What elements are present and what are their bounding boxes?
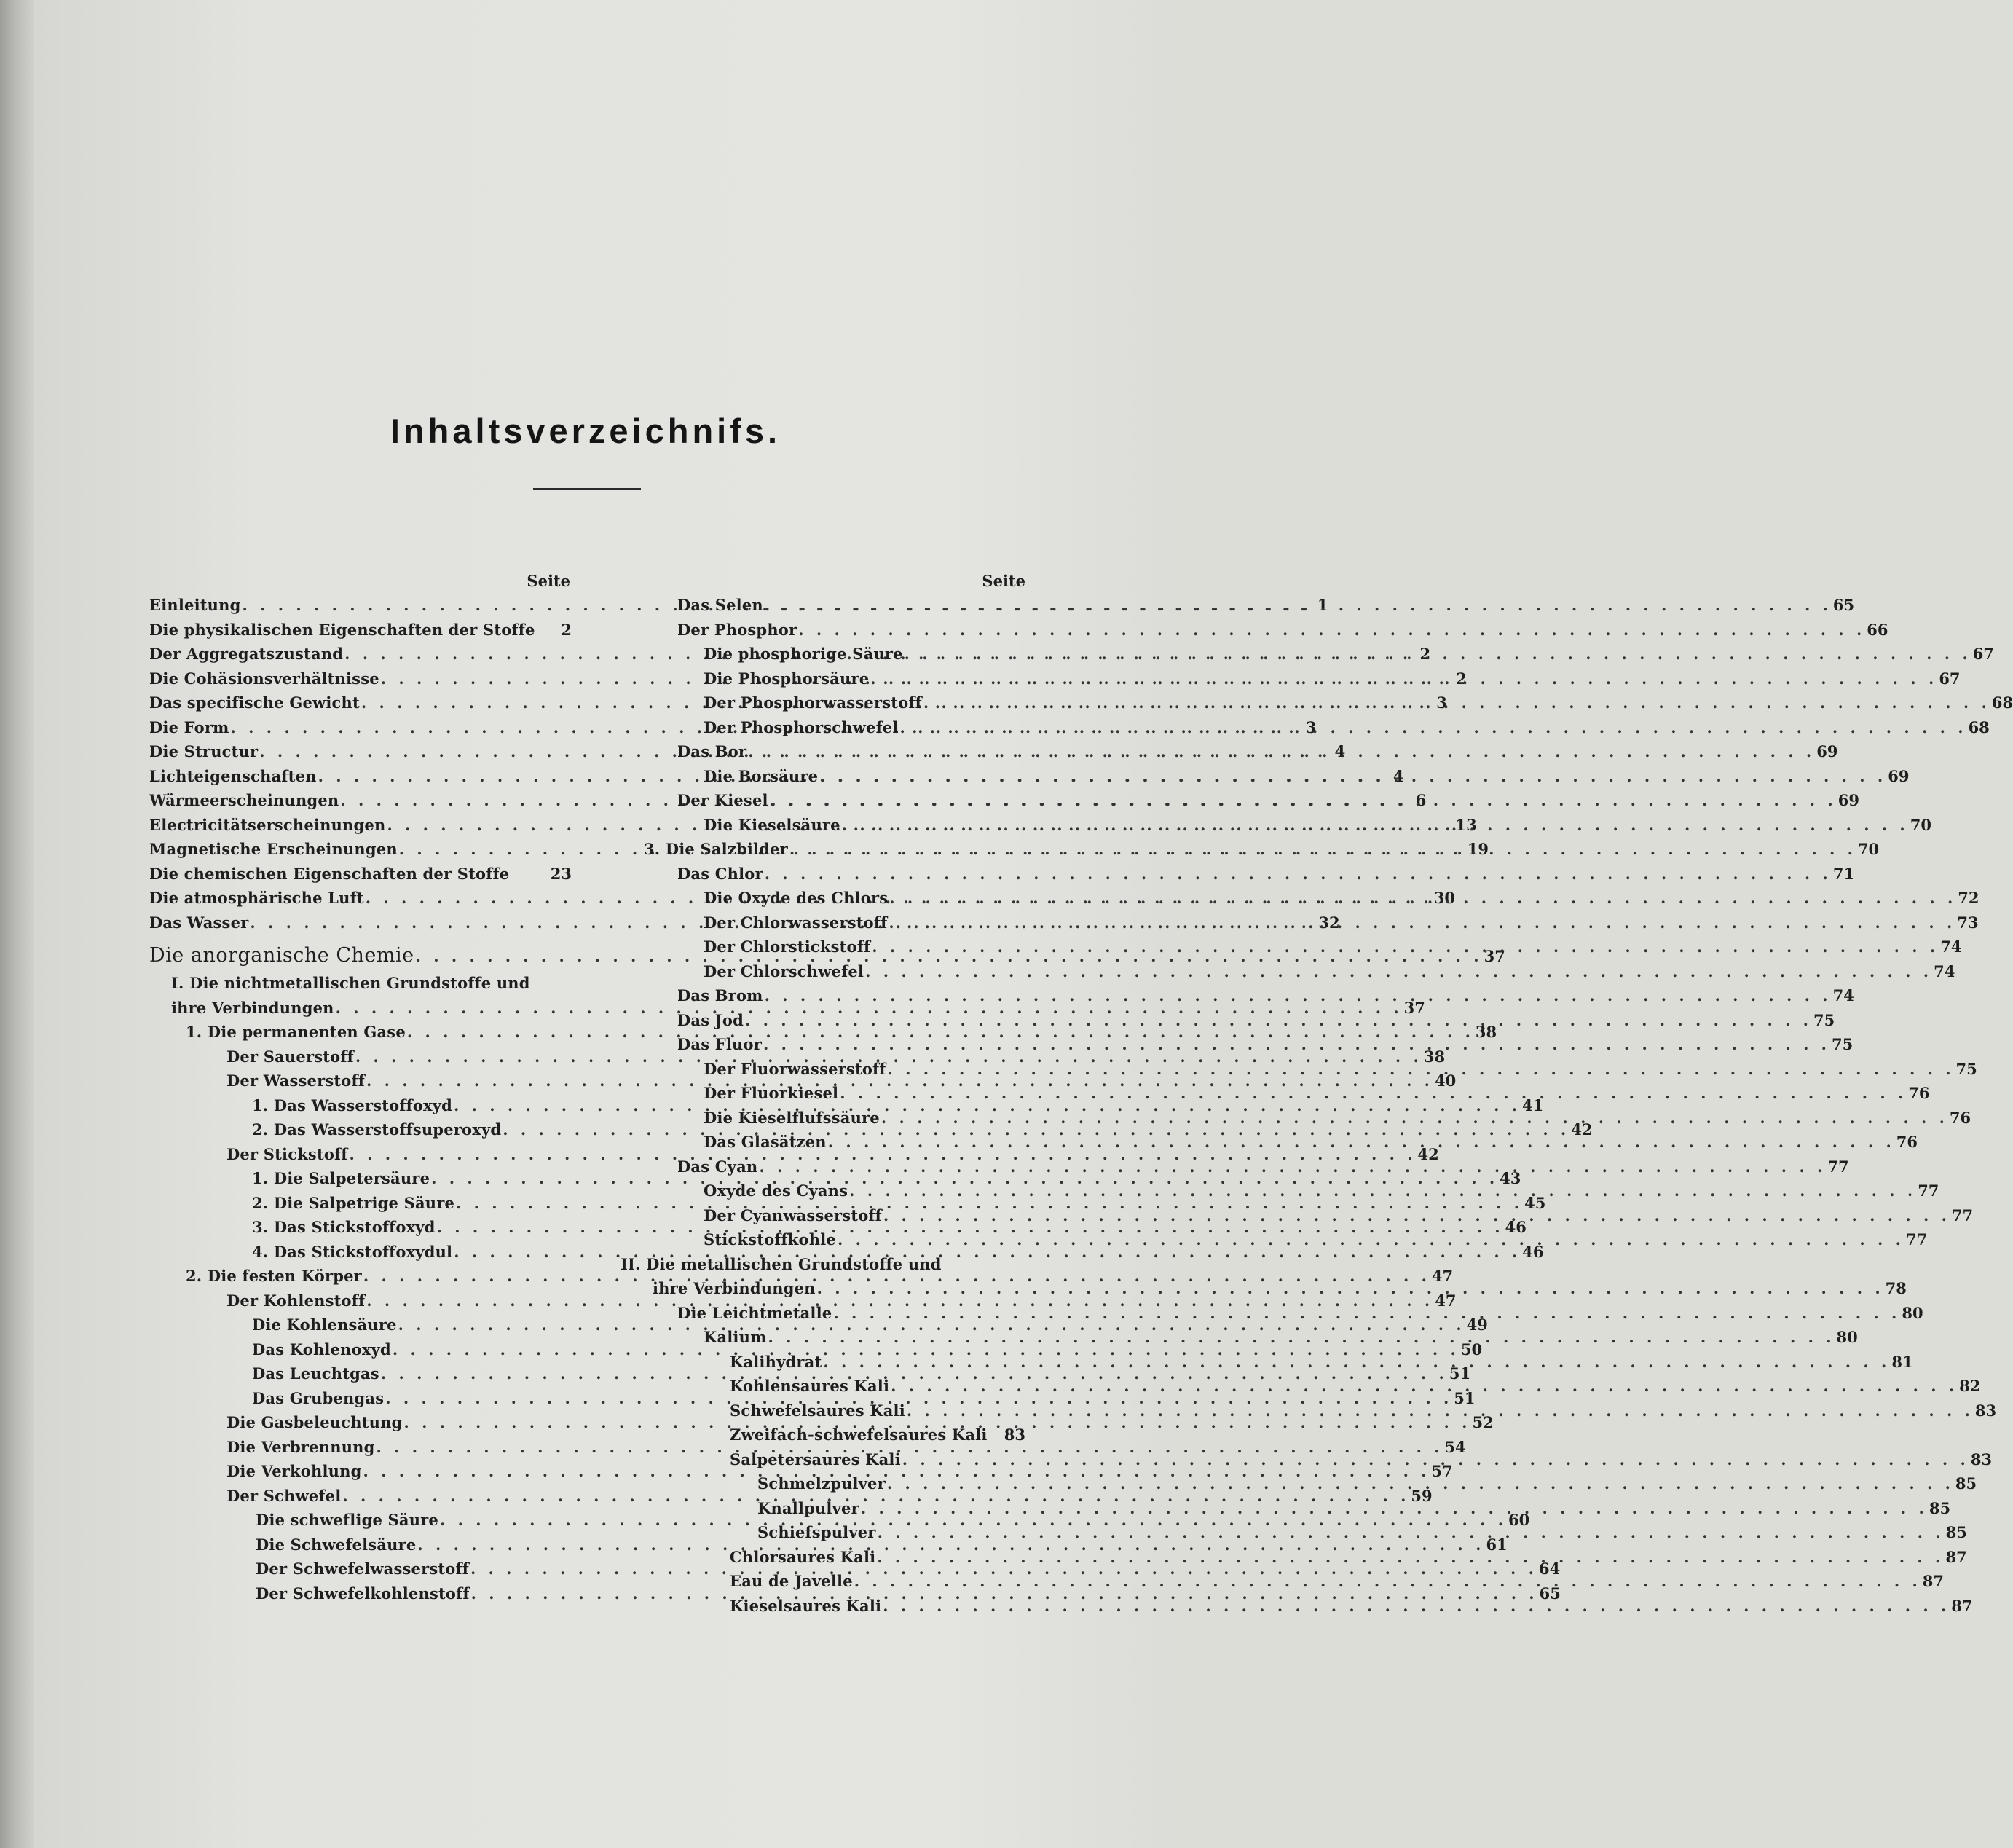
toc-entry-page: 87 xyxy=(1945,1547,1967,1566)
toc-entry-page: 42 xyxy=(1417,1144,1439,1163)
toc-entry-title: 3. Das Stickstoffoxyd xyxy=(252,1218,436,1236)
toc-entry-page: 54 xyxy=(1444,1437,1466,1456)
toc-entry-title: Magnetische Erscheinungen xyxy=(149,840,398,858)
toc-entry-page: 46 xyxy=(1522,1242,1544,1261)
toc-entry-page: 51 xyxy=(1449,1364,1471,1383)
toc-entry-page: 68 xyxy=(1991,693,2013,712)
toc-entry-title: Das Brom xyxy=(677,986,763,1004)
toc-entry-page: 4 xyxy=(1393,766,1404,785)
toc-leader-dots xyxy=(838,1227,1904,1252)
toc-entry-page: 80 xyxy=(1836,1328,1858,1346)
toc-entry-page: 6 xyxy=(1415,791,1427,809)
toc-leader-dots xyxy=(877,1545,1944,1570)
toc-entry-title: Der Phosphorwasserstoff xyxy=(704,693,922,712)
toc-entry-title: Die Borsäure xyxy=(704,766,819,785)
toc-entry-page: 75 xyxy=(1813,1010,1835,1029)
toc-entry-page: 50 xyxy=(1460,1340,1483,1359)
toc-leader-dots xyxy=(900,715,1967,740)
toc-entry-title: Die Structur xyxy=(149,742,259,760)
toc-leader-dots xyxy=(865,959,1932,984)
toc-entry-title: Der Schwefelkohlenstoff xyxy=(256,1584,470,1603)
toc-entry-page: 76 xyxy=(1949,1108,1971,1127)
toc-entry-page: 64 xyxy=(1538,1560,1561,1578)
toc-leader-dots xyxy=(889,886,1956,911)
toc-entry-page: 59 xyxy=(1411,1486,1433,1505)
toc-entry-page: 49 xyxy=(1466,1316,1488,1334)
toc-leader-dots xyxy=(759,1155,1826,1179)
toc-entry-page: 4 xyxy=(1334,742,1346,760)
toc-entry-page: 1 xyxy=(1317,596,1328,614)
toc-leader-dots xyxy=(888,1057,1955,1082)
toc-entry-page: 66 xyxy=(1867,620,1888,639)
toc-entry-page: 87 xyxy=(1951,1596,1973,1615)
toc-entry-page: 60 xyxy=(1508,1511,1530,1529)
toc-leader-dots xyxy=(905,642,1971,667)
toc-entry-page: 85 xyxy=(1929,1498,1951,1517)
toc-entry-page: 68 xyxy=(1968,717,1990,736)
toc-entry-title: I. Die nichtmetallischen Grundstoffe und xyxy=(171,974,530,992)
toc-entry-page: 3 xyxy=(1436,693,1447,712)
toc-entry-title: Das Kohlenoxyd xyxy=(252,1340,391,1359)
toc-entry xyxy=(149,862,572,886)
toc-leader-dots xyxy=(923,691,1990,715)
toc-entry-page: 67 xyxy=(1972,645,1994,663)
toc-entry-title: Schmelzpulver xyxy=(757,1474,886,1493)
toc-entry-page: 67 xyxy=(1939,669,1961,688)
toc-entry-title: Das Fluor xyxy=(677,1035,762,1053)
toc-entry-title: Die atmosphärische Luft xyxy=(149,889,364,907)
toc-entry-page: 32 xyxy=(1318,913,1340,932)
toc-entry-title: Der Kohlenstoff xyxy=(226,1291,366,1310)
toc-entry-page: 70 xyxy=(1857,840,1880,858)
toc-entry-title: Schwefelsaures Kali xyxy=(730,1401,905,1420)
toc-entry-title: Der Chlorwasserstoff xyxy=(704,913,888,932)
toc-entry-title: Der Stickstoff xyxy=(226,1144,348,1163)
toc-entry-title: Kalium xyxy=(704,1328,767,1346)
toc-leader-dots xyxy=(881,1106,1948,1131)
toc-entry-title: Das Grubengas xyxy=(252,1388,385,1407)
toc-entry-page: 51 xyxy=(1454,1388,1476,1407)
toc-entry-page: 80 xyxy=(1902,1303,1923,1322)
toc-entry xyxy=(677,1423,1025,1447)
toc-entry-title: Die anorganische Chemie xyxy=(149,944,414,967)
toc-leader-dots xyxy=(763,1032,1830,1057)
toc-entry-page: 41 xyxy=(1522,1096,1544,1114)
toc-entry-title: Der Schwefelwasserstoff xyxy=(256,1560,469,1578)
toc-entry-title: Zweifach-schwefelsaures Kali xyxy=(730,1426,988,1444)
toc-entry-title: 4. Das Stickstoffoxydul xyxy=(252,1242,453,1261)
toc-entry-page: 77 xyxy=(1827,1157,1849,1176)
toc-entry-title: Die Form xyxy=(149,717,229,736)
toc-entry-page: 76 xyxy=(1908,1084,1930,1102)
toc-entry-title: Die Schwefelsäure xyxy=(256,1535,417,1554)
toc-entry-title: Die Cohäsionsverhältnisse xyxy=(149,669,379,688)
toc-leader-dots xyxy=(770,788,1837,813)
toc-entry-page: 2 xyxy=(1456,669,1467,688)
toc-leader-dots xyxy=(883,1594,1950,1619)
toc-entry-page: 69 xyxy=(1888,766,1910,785)
toc-entry xyxy=(677,715,1990,740)
toc-entry xyxy=(677,642,1994,667)
toc-entry-page: 82 xyxy=(1959,1377,1981,1395)
title-divider xyxy=(533,488,641,490)
toc-entry xyxy=(677,1594,1973,1619)
toc-entry-title: Oxyde des Cyans xyxy=(704,1181,848,1200)
toc-entry-page: 13 xyxy=(1455,815,1477,834)
toc-entry xyxy=(677,764,1910,789)
toc-entry-title: Die Kieselflufssäure xyxy=(704,1108,880,1127)
toc-entry-page: 74 xyxy=(1940,937,1962,956)
seite-label-right: Seite xyxy=(982,572,1025,590)
toc-entry-title: 2. Das Wasserstoffsuperoxyd xyxy=(252,1120,502,1139)
toc-entry-title: 2. Die festen Körper xyxy=(186,1267,362,1285)
toc-entry-title: Kohlensaures Kali xyxy=(730,1377,890,1395)
toc-entry-page: 81 xyxy=(1891,1352,1913,1371)
toc-entry-page: 83 xyxy=(1974,1401,1997,1420)
seite-label-left: Seite xyxy=(527,572,570,590)
toc-entry-title: Schiefspulver xyxy=(757,1523,876,1541)
toc-entry-title: Die Verbrennung xyxy=(226,1437,375,1456)
toc-entry-title: Das specifische Gewicht xyxy=(149,693,360,712)
toc-entry-page: 52 xyxy=(1472,1413,1494,1431)
toc-leader-dots xyxy=(902,1447,1969,1472)
toc-leader-dots xyxy=(891,1374,1958,1399)
toc-entry-title: Die Kieselsäure xyxy=(704,815,840,834)
toc-entry-title: Der Chlorschwefel xyxy=(704,962,864,980)
toc-entry-page: 65 xyxy=(1539,1584,1561,1603)
toc-entry-page: 47 xyxy=(1435,1291,1457,1310)
toc-entry xyxy=(621,1252,1025,1277)
toc-entry-page: 83 xyxy=(1004,1426,1025,1444)
toc-leader-dots xyxy=(870,667,1937,691)
toc-entry-page: 77 xyxy=(1905,1230,1928,1249)
toc-entry-title: Das Selen xyxy=(677,596,763,614)
toc-entry-title: Electricitätserscheinungen xyxy=(149,815,386,834)
toc-leader-dots xyxy=(849,1179,1916,1203)
toc-leader-dots xyxy=(854,1569,1921,1594)
toc-entry-page: 30 xyxy=(1433,889,1455,907)
toc-leader-dots xyxy=(861,1496,1928,1521)
toc-leader-dots xyxy=(819,764,1886,789)
toc-entry-page: 2 xyxy=(1419,645,1431,663)
toc-entry xyxy=(149,618,572,642)
toc-entry-title: ihre Verbindungen xyxy=(171,998,334,1017)
toc-entry-title: Das Chlor xyxy=(677,864,763,883)
toc-entry-title: Stickstoffkohle xyxy=(704,1230,836,1249)
toc-entry-title: Der Fluorkiesel xyxy=(704,1084,839,1102)
toc-entry-title: Knallpulver xyxy=(757,1498,859,1517)
toc-entry-page: 38 xyxy=(1475,1023,1497,1041)
toc-entry-title: Das Jod xyxy=(677,1010,744,1029)
toc-entry-title: Die Oxyde des Chlors xyxy=(704,889,889,907)
toc-entry-page: 65 xyxy=(1832,596,1855,614)
toc-entry-page: 57 xyxy=(1431,1462,1453,1480)
toc-entry-page: 69 xyxy=(1816,742,1838,760)
toc-entry-page: 43 xyxy=(1500,1169,1521,1187)
toc-entry-page: 83 xyxy=(1970,1450,1993,1468)
toc-entry-title: Das Cyan xyxy=(677,1157,758,1176)
toc-entry-page: 77 xyxy=(1951,1206,1974,1224)
page-title: Inhaltsverzeichnifs. xyxy=(390,412,781,450)
toc-leader-dots xyxy=(833,1301,1900,1326)
toc-leader-dots xyxy=(889,911,1955,935)
toc-entry-page: 61 xyxy=(1486,1535,1508,1554)
toc-entry-title: 1. Die Salpetersäure xyxy=(252,1169,430,1187)
toc-entry-title: Der Fluorwasserstoff xyxy=(704,1059,886,1078)
toc-entry-title: Die Verkohlung xyxy=(226,1462,362,1480)
toc-entry-page: 23 xyxy=(550,864,572,883)
toc-entry-page: 2 xyxy=(561,620,572,639)
toc-entry-title: Das Glasätzen xyxy=(704,1133,827,1151)
toc-leader-dots xyxy=(789,837,1856,862)
toc-entry-title: Das Bor xyxy=(677,742,747,760)
toc-entry-title: Der Cyanwasserstoff xyxy=(704,1206,882,1224)
toc-entry-title: Kieselsaures Kali xyxy=(730,1596,882,1615)
toc-entry-page: 37 xyxy=(1403,998,1425,1017)
toc-entry-page: 85 xyxy=(1945,1523,1967,1541)
toc-leader-dots xyxy=(907,1399,1974,1423)
toc-entry-page: 19 xyxy=(1467,840,1489,858)
toc-entry-title: Der Schwefel xyxy=(226,1486,342,1505)
toc-leader-dots xyxy=(748,739,1815,764)
toc-entry-title: Der Kiesel xyxy=(677,791,768,809)
toc-entry-title: 1. Das Wasserstoffoxyd xyxy=(252,1096,453,1114)
toc-entry-title: Das Wasser xyxy=(149,913,249,932)
toc-entry-page: 38 xyxy=(1423,1047,1446,1066)
toc-entry xyxy=(677,667,1961,691)
toc-leader-dots xyxy=(828,1130,1895,1155)
toc-entry-title: Die Gasbeleuchtung xyxy=(226,1413,403,1431)
toc-entry-page: 72 xyxy=(1958,889,1979,907)
toc-entry-title: Der Wasserstoff xyxy=(226,1072,365,1090)
toc-entry-page: 40 xyxy=(1435,1072,1457,1090)
toc-entry-page: 74 xyxy=(1934,962,1955,980)
toc-entry xyxy=(677,788,1859,813)
toc-entry-page: 76 xyxy=(1896,1133,1918,1151)
toc-entry-page: 46 xyxy=(1505,1218,1527,1236)
toc-entry-title: Die physikalischen Eigenschaften der Stoffe xyxy=(149,620,535,639)
toc-leader-dots xyxy=(745,1008,1812,1033)
toc-entry xyxy=(677,959,1955,984)
toc-leader-dots xyxy=(765,983,1832,1008)
toc-entry-title: Das Leuchtgas xyxy=(252,1364,379,1383)
toc-entry-title: Die phosphorige Säure xyxy=(704,645,903,663)
toc-entry xyxy=(677,862,1855,886)
toc-entry xyxy=(677,593,1855,618)
toc-entry-title: 3. Die Salzbilder xyxy=(644,840,788,858)
toc-entry-page: 37 xyxy=(1484,947,1505,965)
toc-leader-dots xyxy=(765,862,1832,886)
toc-leader-dots xyxy=(883,1203,1950,1228)
toc-entry-page: 70 xyxy=(1910,815,1931,834)
toc-entry-title: Die chemischen Eigenschaften der Stoffe xyxy=(149,864,510,883)
toc-entry-title: Lichteigenschaften xyxy=(149,766,317,785)
toc-entry xyxy=(149,971,572,996)
toc-entry-page: 85 xyxy=(1955,1474,1977,1493)
toc-entry-title: Kalihydrat xyxy=(730,1352,822,1371)
toc-entry-page: 78 xyxy=(1885,1279,1907,1297)
toc-entry-title: II. Die metallischen Grundstoffe und xyxy=(621,1254,942,1273)
toc-entry xyxy=(677,739,1838,764)
toc-entry-page: 69 xyxy=(1837,791,1859,809)
toc-entry xyxy=(677,691,2013,715)
book-spine-shadow xyxy=(0,0,34,1848)
toc-entry-page: 87 xyxy=(1922,1572,1945,1590)
toc-entry-title: Die Leichtmetalle xyxy=(677,1303,832,1322)
toc-entry-title: 1. Die permanenten Gase xyxy=(186,1023,406,1041)
toc-entry-page: 75 xyxy=(1832,1035,1854,1053)
toc-entry-page: 74 xyxy=(1832,986,1854,1004)
toc-entry-title: Chlorsaures Kali xyxy=(730,1547,876,1566)
toc-entry-title: Die Phosphorsäure xyxy=(704,669,870,688)
toc-entry-title: Salpetersaures Kali xyxy=(730,1450,901,1468)
toc-entry-title: Einleitung xyxy=(149,596,241,614)
toc-entry-title: Wärmeerscheinungen xyxy=(149,791,339,809)
toc-leader-dots xyxy=(765,593,1832,618)
toc-entry-page: 45 xyxy=(1524,1193,1546,1212)
toc-entry-title: Der Phosphorschwefel xyxy=(704,717,899,736)
toc-leader-dots xyxy=(887,1471,1954,1496)
toc-leader-dots xyxy=(798,618,1865,642)
toc-leader-dots xyxy=(768,1325,1835,1350)
toc-entry-page: 75 xyxy=(1955,1059,1977,1078)
toc-entry-title: Der Aggregatszustand xyxy=(149,645,344,663)
toc-entry-page: 77 xyxy=(1918,1181,1939,1200)
toc-entry-title: Der Sauerstoff xyxy=(226,1047,354,1066)
toc-entry-page: 3 xyxy=(1305,717,1317,736)
toc-leader-dots xyxy=(840,1081,1907,1106)
toc-entry-page: 73 xyxy=(1957,913,1979,932)
toc-leader-dots xyxy=(842,813,1909,838)
toc-entry xyxy=(677,618,1888,642)
toc-entry-title: 2. Die Salpetrige Säure xyxy=(252,1193,455,1212)
toc-entry-page: 71 xyxy=(1832,864,1855,883)
toc-entry-title: Der Phosphor xyxy=(677,620,797,639)
toc-entry-title: Der Chlorstickstoff xyxy=(704,937,871,956)
toc-entry-page: 42 xyxy=(1571,1120,1593,1139)
toc-leader-dots xyxy=(878,1520,1945,1545)
toc-entry-title: Die Kohlensäure xyxy=(252,1316,397,1334)
toc-entry-page: 47 xyxy=(1431,1267,1454,1285)
toc-entry-title: ihre Verbindungen xyxy=(653,1279,816,1297)
toc-leader-dots xyxy=(817,1276,1884,1301)
toc-entry-title: Eau de Javelle xyxy=(730,1572,853,1590)
toc-entry-title: Die schweflige Säure xyxy=(256,1511,438,1529)
toc-leader-dots xyxy=(823,1350,1890,1375)
toc-leader-dots xyxy=(872,935,1939,959)
